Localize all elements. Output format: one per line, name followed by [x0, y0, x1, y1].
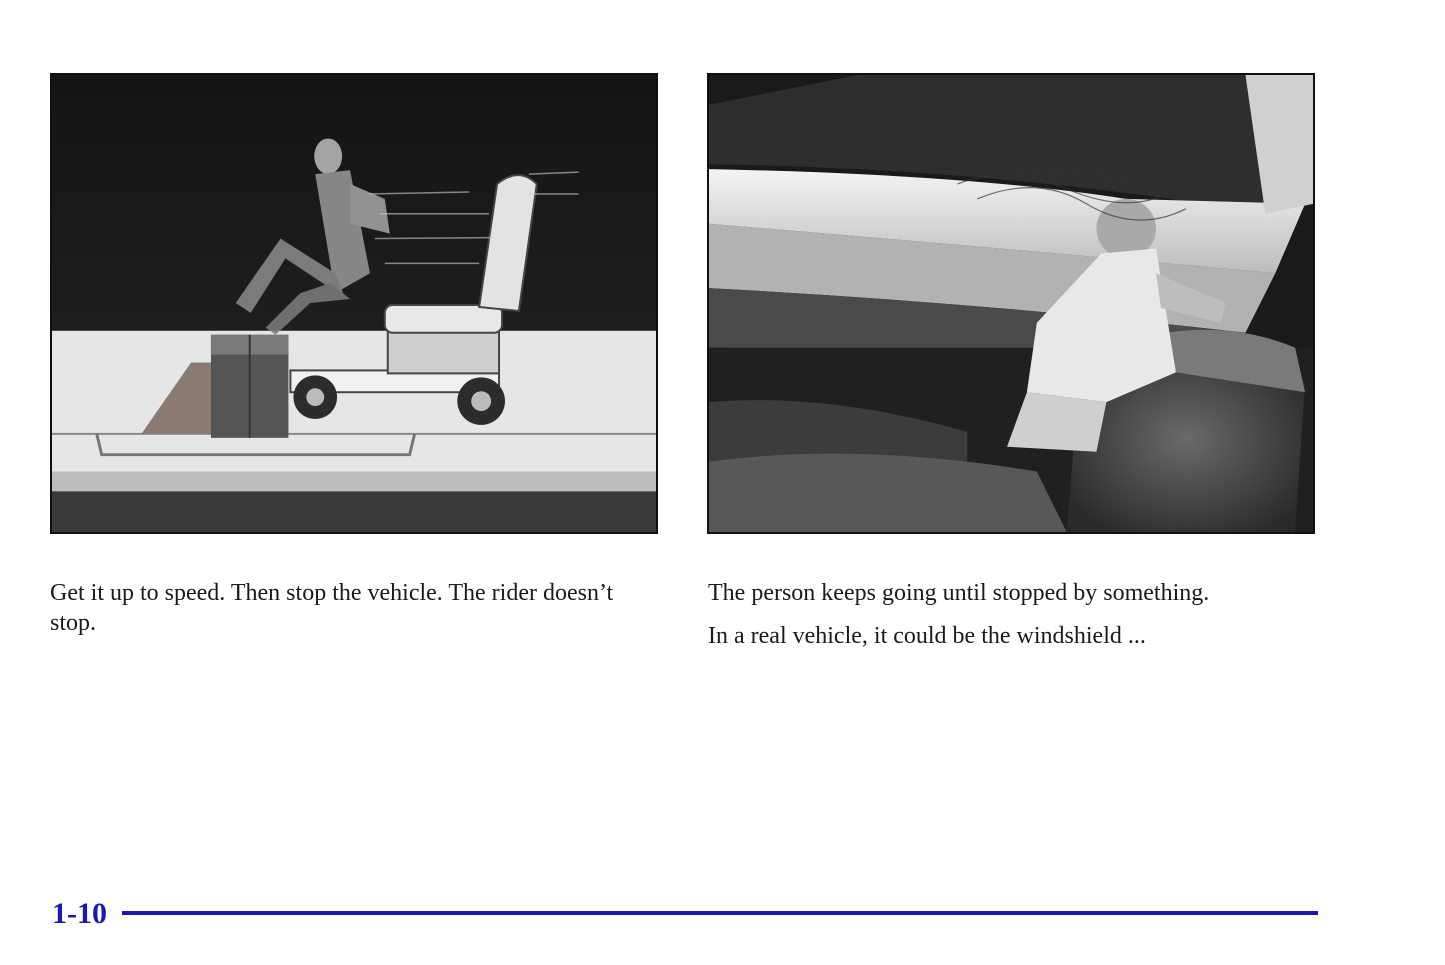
footer-rule — [122, 911, 1318, 915]
caption-right-line2: In a real vehicle, it could be the windshield ... — [708, 623, 1146, 649]
illustration-cart-rider — [50, 73, 658, 534]
windshield-impact-image — [709, 75, 1313, 532]
cart-rider-drawing — [52, 75, 656, 532]
page-number: 1-10 — [52, 897, 107, 930]
photo-windshield-impact — [707, 73, 1315, 534]
caption-right-line1: The person keeps going until stopped by something. — [708, 580, 1210, 606]
caption-left: Get it up to speed. Then stop the vehicle. The rider doesn’t stop. — [50, 580, 614, 636]
